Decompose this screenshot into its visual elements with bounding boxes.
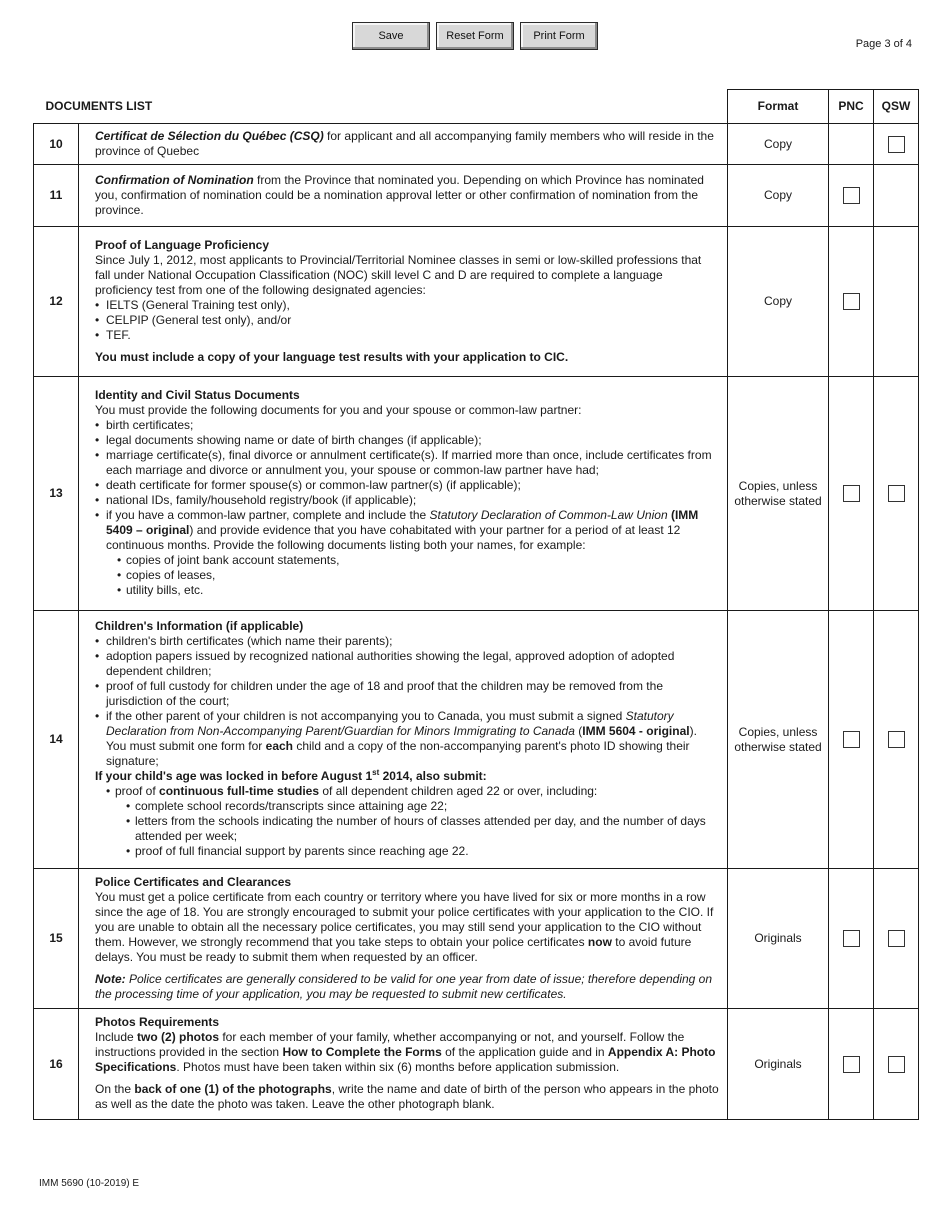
text-emphasis: continuous full-time studies [159,784,320,798]
text-fragment: 2014, also submit: [379,769,487,783]
studies-list [115,799,719,859]
photos-back-instructions [95,1082,719,1112]
qsw-cell [874,869,919,1009]
text-fragment: child and a copy of the non-accompanying parent's photo ID showing their signature; [106,739,690,768]
pnc-cell [829,227,874,377]
csq-text: for applicant and all accompanying family members who will reside in the province of Quebec [95,128,714,158]
form-toolbar [352,22,598,50]
nomination-title: Confirmation of Nomination [95,172,254,187]
locked-age-heading [95,769,719,784]
row-number: 10 [34,124,79,165]
row-number: 11 [34,165,79,227]
pnc-checkbox-11[interactable] [843,187,860,204]
list-item [95,709,719,769]
text-fragment: ) and provide evidence that you have cohabitated with your partner for a period of at least 12 continuous months. Provide the following documents listing both your names, for example: [106,523,681,552]
row-number: 12 [34,227,79,377]
pnc-cell [829,869,874,1009]
text-fragment: . Photos must have been taken within six (6) months before application submission. [176,1060,620,1074]
row-number: 14 [34,611,79,869]
police-body [95,890,719,965]
text-fragment: proof of [115,784,160,798]
text-fragment: , write the name and date of birth of the person who appears in the photo as well as the date the photo was taken. Leave the other photograph blank. [95,1082,719,1111]
agency-list [95,298,719,343]
language-body: Since July 1, 2012, most applicants to Provincial/Territorial Nominee classes in semi or low-skilled professions that fall under National Occupation Classification (NOC) skill level C and D are required to complete a language proficiency test from one of the following designated agencies: [95,252,702,297]
print-form-button[interactable]: Print Form [520,22,598,50]
list-item: • utility bills, etc. [117,583,719,598]
text-emphasis: two (2) photos [137,1030,220,1044]
row-description [79,1009,728,1120]
pnc-cell [829,377,874,611]
row-format: Copy [728,124,829,165]
text-fragment: Include [95,1030,138,1044]
column-header-qsw: QSW [874,90,919,124]
nomination-text: from the Province that nominated you. Depending on which Province has nominated you, confirmation of nomination could be a nomination approval letter or other confirmation of nomination from the province. [95,172,704,217]
form-code-footer: IMM 5690 (10-2019) E [39,1178,140,1189]
form-title: Statutory Declaration from Non-Accompanying Parent/Guardian for Minors Immigrating to Canada [106,709,674,738]
row-format: Copies, unless otherwise stated [728,611,829,869]
list-item: • complete school records/transcripts since attaining age 22; [126,799,719,814]
pnc-cell [829,1009,874,1120]
pnc-cell [829,165,874,227]
table-row [34,377,919,611]
column-header-pnc: PNC [829,90,874,124]
row-number: 16 [34,1009,79,1120]
row-description [79,124,728,165]
row-description [79,869,728,1009]
photos-body [95,1030,719,1075]
table-row [34,611,919,869]
photos-heading: Photos Requirements [95,1015,220,1029]
note-label: Note: [95,971,126,986]
list-item: • marriage certificate(s), final divorce or annulment certificate(s). If married more than once, include certificates from each marriage and divorce or annulment you, your spouse or common-law partner have had; [95,448,719,478]
pnc-checkbox-16[interactable] [843,1056,860,1073]
children-heading: Children's Information (if applicable) [95,619,304,633]
text-fragment: for each member of your family, whether accompanying or not, and yourself. Follow the instructions provided in the section [95,1030,685,1059]
row-description [79,377,728,611]
text-emphasis: Appendix A: Photo Specifications [95,1045,716,1074]
text-fragment: if the other parent of your children is not accompanying you to Canada, you must submit a signed [106,709,626,723]
list-item: • TEF. [95,328,719,343]
text-fragment: if you have a common-law partner, complete and include the [106,508,430,522]
table-row [34,869,919,1009]
list-item: • CELPIP (General test only), and/or [95,313,719,328]
qsw-cell [874,165,919,227]
qsw-cell [874,377,919,611]
table-row [34,1009,919,1120]
text-fragment: ). You must submit one form for [106,724,697,753]
table-row [34,124,919,165]
list-item: • death certificate for former spouse(s) or common-law partner(s) (if applicable); [95,478,719,493]
form-title: Statutory Declaration of Common-Law Union [429,508,668,522]
row-description [79,165,728,227]
qsw-cell [874,611,919,869]
list-item [106,784,719,859]
table-row [34,165,919,227]
text-emphasis: How to Complete the Forms [282,1045,442,1059]
row-description [79,611,728,869]
text-fragment: On the [95,1082,135,1096]
police-heading: Police Certificates and Clearances [95,874,292,889]
list-item: • proof of full financial support by parents since reaching age 22. [126,844,719,859]
table-header-row [34,90,919,124]
text-fragment: to avoid future delays. You must be ready to submit them when requested by an officer. [95,934,692,964]
qsw-cell [874,227,919,377]
documents-list-title: DOCUMENTS LIST [34,90,728,124]
documents-list-table [33,89,919,1120]
list-item: • IELTS (General Training test only), [95,298,719,313]
list-item: • adoption papers issued by recognized national authorities showing the legal, approved adoption of adopted dependent children; [95,649,719,679]
table-row [34,227,919,377]
children-list [95,634,719,769]
ordinal-suffix: st [372,768,380,777]
note-text: Police certificates are generally considered to be valid for one year from date of issue; therefore depending on the processing time of your application, you may be requested to submit new certificates. [95,971,713,1001]
text-fragment: You must get a police certificate from each country or territory where you have lived for six or more months in a row since the age of 18. You are strongly encouraged to submit your police certificates with your application to the CIO. If you are unable to obtain all the necessary police certificates, you may still send your application to the CIO without them. However, we strongly recommend that you take steps to obtain your police certificates [95,889,714,949]
save-button[interactable]: Save [352,22,430,50]
identity-intro: You must provide the following documents for you and your spouse or common-law partner: [95,403,582,417]
list-item [95,508,719,598]
pnc-checkbox-13[interactable] [843,485,860,502]
row-format: Originals [728,1009,829,1120]
text-emphasis: now [587,934,612,949]
language-heading: Proof of Language Proficiency [95,237,270,252]
page-number: Page 3 of 4 [855,38,912,50]
list-item: • children's birth certificates (which name their parents); [95,634,719,649]
list-item: • letters from the schools indicating the number of hours of classes attended per day, and the number of days attended per week; [126,814,719,844]
list-item: • legal documents showing name or date of birth changes (if applicable); [95,433,719,448]
form-code: (IMM 5409 – original [106,508,699,537]
row-number: 15 [34,869,79,1009]
list-item: • proof of full custody for children under the age of 18 and proof that the children may be removed from the jurisdiction of the court; [95,679,719,709]
pnc-checkbox-14[interactable] [843,731,860,748]
text-emphasis: back of one (1) of the photographs [134,1082,332,1096]
row-format: Copy [728,227,829,377]
evidence-list [106,553,719,598]
language-note: You must include a copy of your language test results with your application to CIC. [95,349,569,364]
csq-title: Certificat de Sélection du Québec (CSQ) [95,128,324,143]
qsw-checkbox-13[interactable] [888,485,905,502]
column-header-format: Format [728,90,829,124]
qsw-checkbox-15[interactable] [888,930,905,947]
row-format: Copy [728,165,829,227]
list-item: • birth certificates; [95,418,719,433]
qsw-cell [874,124,919,165]
qsw-checkbox-10[interactable] [888,136,905,153]
qsw-checkbox-16[interactable] [888,1056,905,1073]
pnc-checkbox-12[interactable] [843,293,860,310]
text-fragment: ( [574,724,583,738]
locked-age-list [95,784,719,859]
list-item: • copies of leases, [117,568,719,583]
pnc-cell [829,611,874,869]
list-item: • national IDs, family/household registry/book (if applicable); [95,493,719,508]
pnc-checkbox-15[interactable] [843,930,860,947]
text-fragment: of the application guide and in [441,1045,608,1059]
qsw-checkbox-14[interactable] [888,731,905,748]
row-number: 13 [34,377,79,611]
text-fragment: If your child's age was locked in before August 1 [95,769,373,783]
identity-list [95,418,719,598]
reset-form-button[interactable]: Reset Form [436,22,514,50]
form-code: IMM 5604 - original [582,724,690,738]
pnc-cell [829,124,874,165]
identity-heading: Identity and Civil Status Documents [95,388,300,402]
row-format: Copies, unless otherwise stated [728,377,829,611]
text-emphasis: each [265,739,293,753]
qsw-cell [874,1009,919,1120]
row-format: Originals [728,869,829,1009]
row-description [79,227,728,377]
police-note [95,972,719,1002]
list-item: • copies of joint bank account statements, [117,553,719,568]
text-fragment: of all dependent children aged 22 or over, including: [319,784,598,798]
